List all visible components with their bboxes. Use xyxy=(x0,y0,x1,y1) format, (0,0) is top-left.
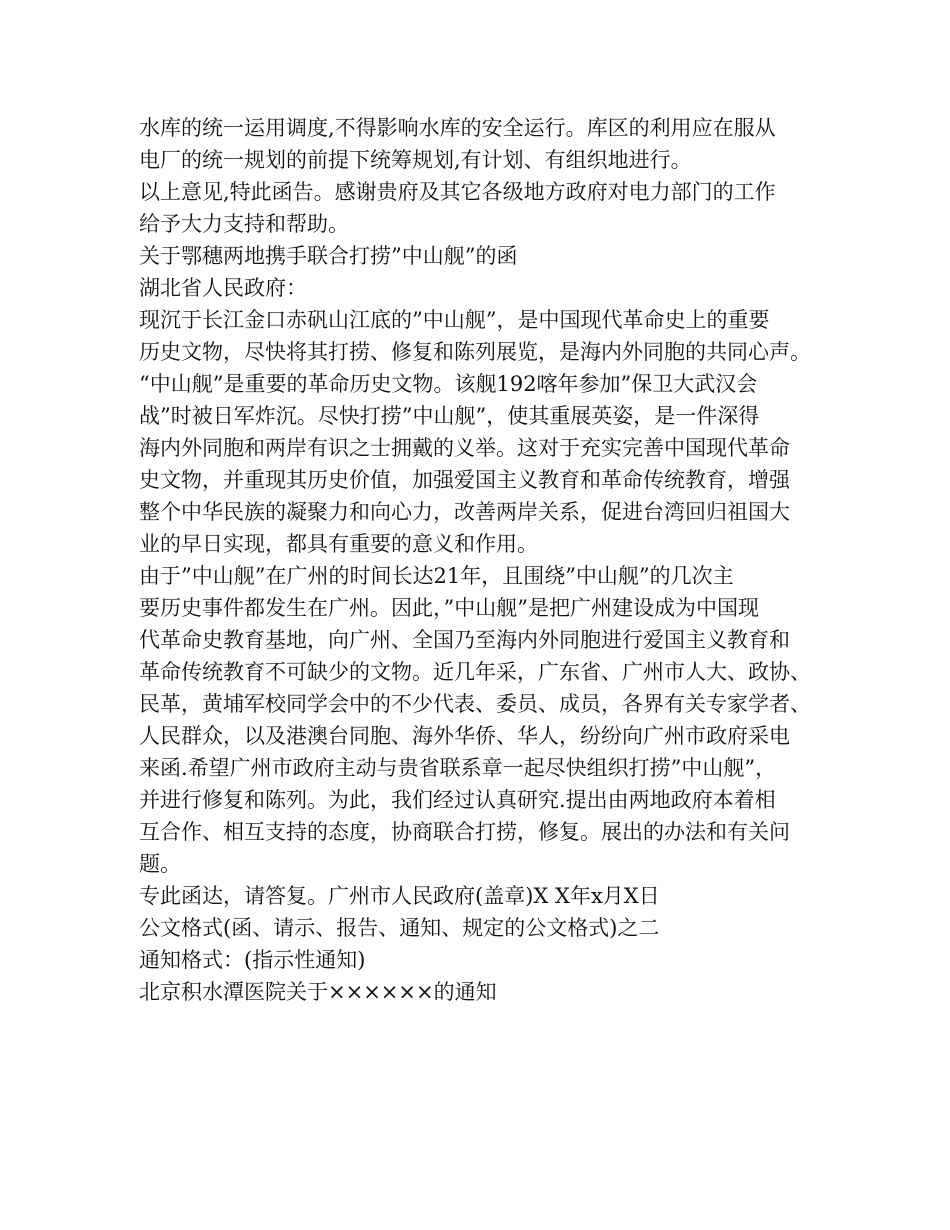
text-line: 代革命史教育基地，向广州、全国乃至海内外同胞进行爱国主义教育和 xyxy=(139,628,790,652)
text-line: 史文物，并重现其历史价值，加强爱国主义教育和革命传统教育，增强 xyxy=(139,468,790,492)
text-line: 现沉于长江金口赤矾山江底的”中山舰”，是中国现代革命史上的重要 xyxy=(139,308,770,332)
text-line: 给予大力支持和帮助。 xyxy=(139,212,349,236)
text-line: 人民群众，以及港澳台同胞、海外华侨、华人，纷纷向广州市政府采电 xyxy=(139,724,790,748)
text-line: 整个中华民族的凝聚力和向心力，改善两岸关系，促进台湾回归祖国大 xyxy=(139,500,790,524)
text-line: 由于”中山舰”在广州的时间长达21年，且围绕”中山舰”的几次主 xyxy=(139,564,734,588)
text-line: 以上意见,特此函告。感谢贵府及其它各级地方政府对电力部门的工作 xyxy=(139,180,776,204)
addressee: 湖北省人民政府： xyxy=(139,276,307,300)
text-line: 要历史事件都发生在广州。因此，”中山舰”是把广州建设成为中国现 xyxy=(139,596,759,620)
text-line: 来函.希望广州市政府主动与贵省联系章一起尽快组织打捞”中山舰”， xyxy=(139,756,777,780)
text-line: 互合作、相互支持的态度，协商联合打捞，修复。展出的办法和有关问 xyxy=(139,820,790,844)
text-line: 历史文物，尽快将其打捞、修复和陈列展览，是海内外同胞的共同心声。 xyxy=(139,340,811,364)
text-line: 电厂的统一规划的前提下统筹规划,有计划、有组织地进行。 xyxy=(139,148,692,172)
text-line: 题。 xyxy=(139,852,181,876)
text-line: 革命传统教育不可缺少的文物。近几年采，广东省、广州市人大、政协、 xyxy=(139,660,811,684)
section-heading: 公文格式(函、请示、报告、通知、规定的公文格式)之二 xyxy=(139,916,660,940)
signature-line: 专此函达，请答复。广州市人民政府(盖章)X X年x月X日 xyxy=(139,884,660,908)
notice-title: 北京积水潭医院关于××××××的通知 xyxy=(139,980,497,1004)
text-line: 水库的统一运用调度,不得影响水库的安全运行。库区的利用应在服从 xyxy=(139,116,776,140)
text-line: 并进行修复和陈列。为此，我们经过认真研究.提出由两地政府本着相 xyxy=(139,788,776,812)
document-body xyxy=(139,112,839,1008)
letter-title: 关于鄂穗两地携手联合打捞”中山舰”的函 xyxy=(139,244,518,268)
text-line: 业的早日实现，都具有重要的意义和作用。 xyxy=(139,532,538,556)
text-line: 海内外同胞和两岸有识之士拥戴的义举。这对于充实完善中国现代革命 xyxy=(139,436,790,460)
section-subheading: 通知格式：(指示性通知) xyxy=(139,948,366,972)
text-line: “中山舰”是重要的革命历史文物。该舰192喀年参加”保卫大武汉会 xyxy=(139,372,758,396)
text-line: 战”时被日军炸沉。尽快打捞”中山舰”，使其重展英姿，是一件深得 xyxy=(139,404,760,428)
text-line: 民革，黄埔军校同学会中的不少代表、委员、成员，各界有关专家学者、 xyxy=(139,692,811,716)
